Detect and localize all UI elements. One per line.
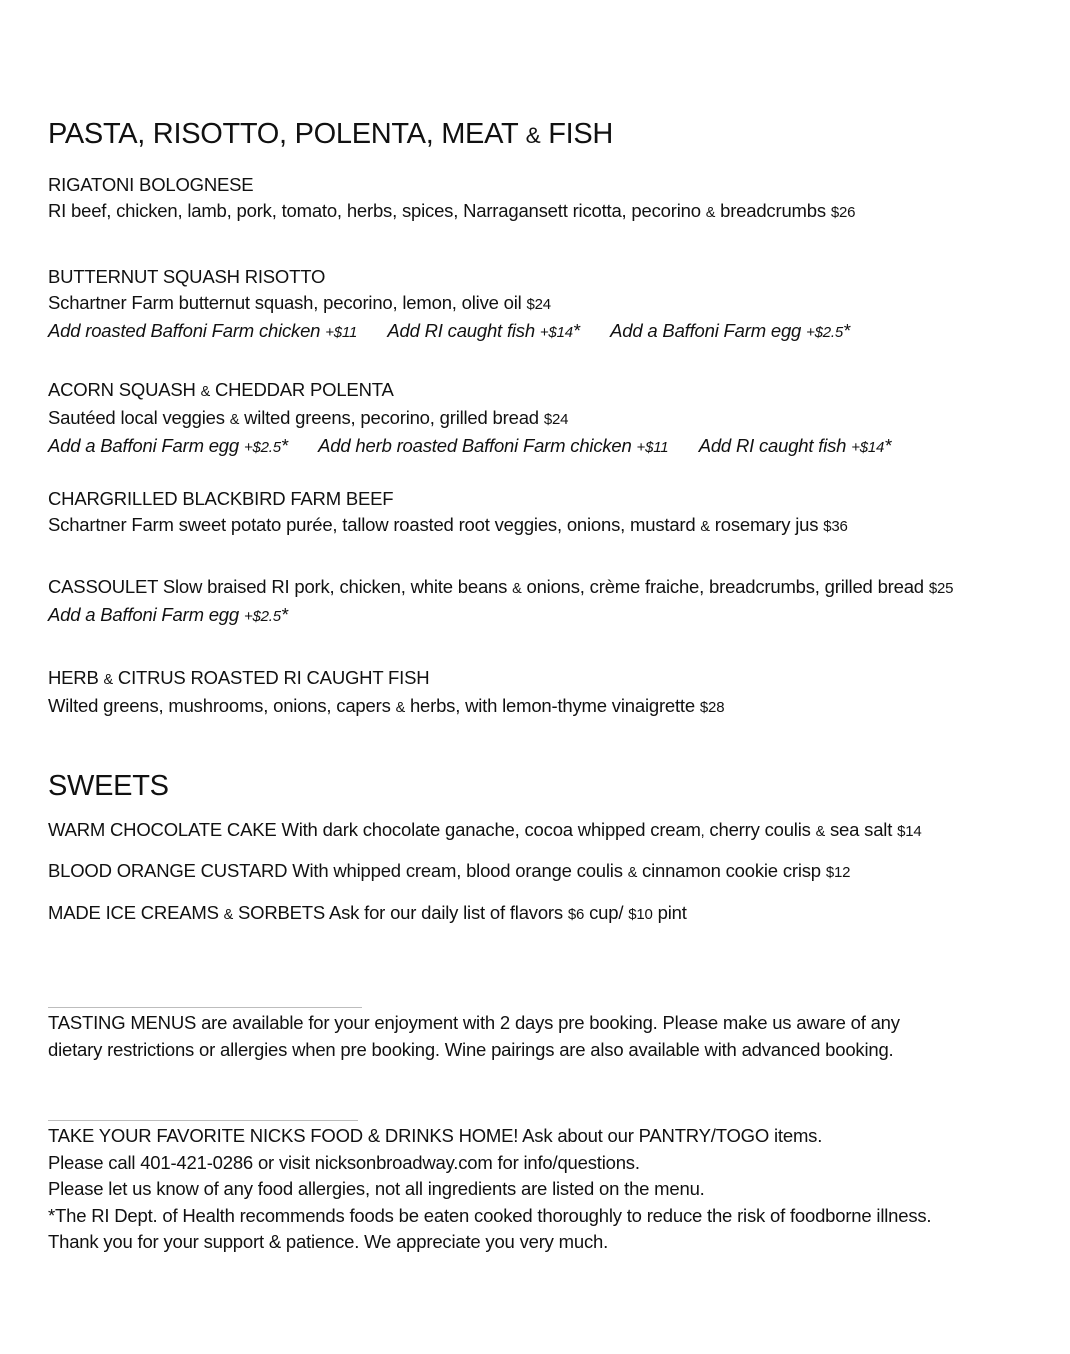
sweet-item-blood-orange-custard xyxy=(48,858,850,886)
menu-item-acorn-polenta xyxy=(48,377,1058,461)
addon-price: +$11 xyxy=(325,324,358,341)
footer-line-1 xyxy=(48,1123,1058,1150)
footer-thanks-line: Thank you for your support & patience. We appreciate you very much. xyxy=(48,1231,609,1252)
desc-amp: & xyxy=(700,519,710,535)
addon-price: +$2.5 xyxy=(806,324,844,341)
item-price: $24 xyxy=(526,296,551,313)
desc-text: Schartner Farm butternut squash, pecorino, lemon, olive oil xyxy=(48,292,527,313)
item-price: $25 xyxy=(928,580,954,597)
pasta-title-amp: & xyxy=(525,123,541,148)
desc-amp: & xyxy=(395,700,405,716)
addon-suffix: * xyxy=(572,320,580,341)
addon-label: Add roasted Baffoni Farm chicken xyxy=(48,320,326,341)
item-price: $36 xyxy=(823,518,848,535)
addon xyxy=(699,435,892,456)
ask-text: Ask about our xyxy=(518,1125,639,1146)
item-addons xyxy=(48,602,1058,630)
name-part2: CHEDDAR POLENTA xyxy=(210,379,394,400)
desc-tail: cinnamon cookie crisp xyxy=(637,860,826,881)
name-part2: SORBETS xyxy=(233,902,326,923)
desc-amp: & xyxy=(229,412,240,428)
addon-label: Add a Baffoni Farm egg xyxy=(48,435,244,456)
item-name: WARM CHOCOLATE CAKE xyxy=(48,819,277,840)
desc-tail: onions, crème fraiche, breadcrumbs, grilled bread xyxy=(521,576,929,597)
footer-health-line: *The RI Dept. of Health recommends foods be eaten cooked thoroughly to reduce the risk of foodborne illness. xyxy=(48,1204,932,1226)
tasting-text: are available for your enjoyment with 2 days pre booking. Please make us aware of any xyxy=(196,1012,900,1033)
item-price: $26 xyxy=(830,204,856,221)
name-amp: & xyxy=(200,384,211,400)
desc-text: Sautéed local veggies xyxy=(48,407,230,428)
desc-mid: cup/ xyxy=(584,902,629,923)
addon-suffix: * xyxy=(843,320,851,341)
item-description xyxy=(48,574,1058,602)
desc-tail: rosemary jus xyxy=(709,514,824,535)
tasting-line-1 xyxy=(48,1010,1058,1037)
addon-price: +$14 xyxy=(851,439,885,456)
name-part1: ACORN SQUASH xyxy=(48,379,201,400)
tasting-menus-note xyxy=(48,1010,1058,1063)
addon-suffix: * xyxy=(280,604,288,625)
desc-text: Ask for our daily list of flavors xyxy=(325,902,568,923)
desc-text: Schartner Farm sweet potato purée, tallow roasted root veggies, onions, mustard xyxy=(48,514,701,535)
item-price-pint: $10 xyxy=(628,906,653,923)
item-description xyxy=(48,290,1058,318)
item-addons xyxy=(48,318,1058,346)
item-name xyxy=(48,902,325,923)
addon-label: Add RI caught fish xyxy=(387,320,540,341)
addon xyxy=(48,320,357,341)
item-price: $12 xyxy=(825,864,851,881)
name-amp: & xyxy=(103,672,113,688)
item-description xyxy=(48,512,1058,540)
addon xyxy=(387,320,580,341)
addon xyxy=(48,435,288,456)
desc-tail: wilted greens, pecorino, grilled bread xyxy=(239,407,544,428)
desc-comma: , xyxy=(700,824,705,840)
item-price: $28 xyxy=(699,699,725,716)
togo-headline: TAKE YOUR FAVORITE NICKS FOOD & DRINKS HOME! xyxy=(48,1125,519,1146)
menu-item-rigatoni xyxy=(48,172,1058,226)
addon-price: +$2.5 xyxy=(243,608,281,625)
footer-allergy-line: Please let us know of any food allergies, not all ingredients are listed on the menu. xyxy=(48,1178,705,1199)
divider xyxy=(48,1007,362,1008)
desc-amp: & xyxy=(815,824,826,840)
desc-text: Wilted greens, mushrooms, onions, capers xyxy=(48,695,396,716)
item-description xyxy=(48,405,1058,433)
pantry-togo-label: PANTRY/TOGO xyxy=(638,1125,770,1146)
addon-suffix: * xyxy=(884,435,892,456)
footer-contact-line: Please call 401-421-0286 or visit nicksonbroadway.com for info/questions. xyxy=(48,1151,640,1173)
name-part2: CITRUS ROASTED RI CAUGHT FISH xyxy=(112,667,430,688)
addon-label: Add RI caught fish xyxy=(698,435,852,456)
tasting-title: TASTING MENUS xyxy=(48,1012,197,1033)
item-price: $24 xyxy=(543,411,569,428)
item-name: RIGATONI BOLOGNESE xyxy=(48,174,254,195)
desc-tail: sea salt xyxy=(825,819,898,840)
tasting-line-2: dietary restrictions or allergies when pre booking. Wine pairings are also available with advanced booking. xyxy=(48,1038,894,1060)
menu-item-cassoulet xyxy=(48,574,1058,630)
item-price: $14 xyxy=(897,823,922,840)
desc-amp: & xyxy=(705,205,716,221)
item-price-cup: $6 xyxy=(567,906,585,923)
desc-text: With dark chocolate ganache, cocoa whipped cream xyxy=(276,819,701,840)
menu-item-roasted-fish xyxy=(48,665,1058,721)
item-name: CASSOULET xyxy=(48,576,158,597)
addon-label: Add a Baffoni Farm egg xyxy=(610,320,807,341)
item-name xyxy=(48,377,1058,405)
desc-amp: & xyxy=(512,581,522,597)
addon xyxy=(318,435,668,456)
item-name xyxy=(48,665,1058,693)
desc-mid: cherry coulis xyxy=(704,819,816,840)
addon-label: Add herb roasted Baffoni Farm chicken xyxy=(318,435,637,456)
desc-text: Slow braised RI pork, chicken, white beans xyxy=(157,576,513,597)
addon xyxy=(48,604,288,625)
desc-tail: breadcrumbs xyxy=(715,200,831,221)
addon-suffix: * xyxy=(280,435,288,456)
footer-info xyxy=(48,1123,1058,1256)
item-description xyxy=(48,198,1058,226)
item-name: CHARGRILLED BLACKBIRD FARM BEEF xyxy=(48,488,394,509)
addon xyxy=(610,320,850,341)
desc-text: With whipped cream, blood orange coulis xyxy=(287,860,628,881)
menu-item-butternut-risotto xyxy=(48,264,1058,346)
desc-tail: herbs, with lemon-thyme vinaigrette xyxy=(405,695,700,716)
name-part1: HERB xyxy=(48,667,104,688)
addon-price: +$14 xyxy=(539,324,573,341)
item-name: BUTTERNUT SQUASH RISOTTO xyxy=(48,266,326,287)
desc-amp: & xyxy=(627,865,638,881)
addon-price: +$2.5 xyxy=(243,439,281,456)
pasta-section-title xyxy=(48,118,613,151)
name-part1: MADE ICE CREAMS xyxy=(48,902,224,923)
addon-price: +$11 xyxy=(636,439,669,456)
sweet-item-ice-creams xyxy=(48,900,687,928)
pasta-title-part2: FISH xyxy=(540,118,614,150)
desc-text: RI beef, chicken, lamb, pork, tomato, herbs, spices, Narragansett ricotta, pecorino xyxy=(48,200,706,221)
desc-tail: pint xyxy=(652,902,687,923)
item-description xyxy=(48,693,1058,721)
addon-label: Add a Baffoni Farm egg xyxy=(48,604,244,625)
name-amp: & xyxy=(223,907,234,923)
sweet-item-chocolate-cake xyxy=(48,817,922,845)
item-name: BLOOD ORANGE CUSTARD xyxy=(48,860,288,881)
divider xyxy=(48,1120,358,1121)
items-word: items. xyxy=(769,1125,823,1146)
item-addons xyxy=(48,433,1058,461)
pasta-title-part1: PASTA, RISOTTO, POLENTA, MEAT xyxy=(48,118,526,150)
sweets-section-title: SWEETS xyxy=(48,770,169,802)
menu-item-blackbird-beef xyxy=(48,486,1058,540)
